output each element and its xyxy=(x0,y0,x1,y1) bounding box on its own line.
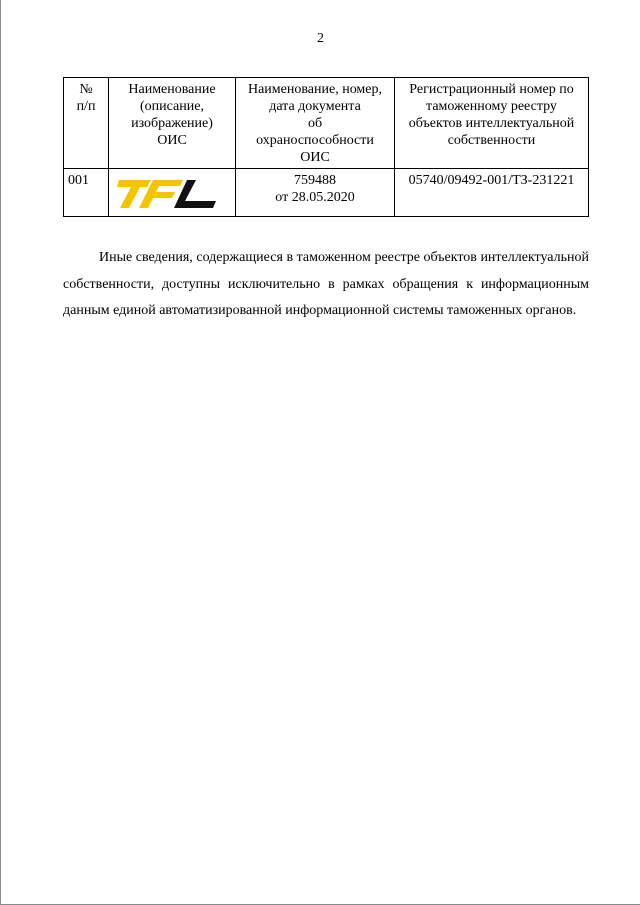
row-number: 001 xyxy=(64,169,109,217)
tfl-logo xyxy=(117,180,217,208)
document-info xyxy=(236,169,395,217)
header-number: № п/п xyxy=(64,78,109,169)
registration-number: 05740/09492-001/ТЗ-231221 xyxy=(395,169,589,217)
header-name-description: Наименование (описание, изображение) ОИС xyxy=(109,78,236,169)
document-number: 759488 xyxy=(294,173,336,188)
page-number: 2 xyxy=(317,31,324,46)
table-row xyxy=(64,169,589,217)
document-date: от 28.05.2020 xyxy=(275,190,355,205)
table-header-row xyxy=(64,78,589,169)
trademark-image-cell xyxy=(109,169,236,217)
body-paragraph: Иные сведения, содержащиеся в таможенном реестре объектов интеллектуальной собственности, доступны исключительно в рамках обращения к информационным данным единой автоматизированной информационной системы таможенных органов. xyxy=(63,250,589,318)
header-document: Наименование, номер, дата документа об охраноспособности ОИС xyxy=(236,78,395,169)
ip-registry-table xyxy=(63,77,589,217)
header-registration-number: Регистрационный номер по таможенному реестру объектов интеллектуальной собственности xyxy=(395,78,589,169)
